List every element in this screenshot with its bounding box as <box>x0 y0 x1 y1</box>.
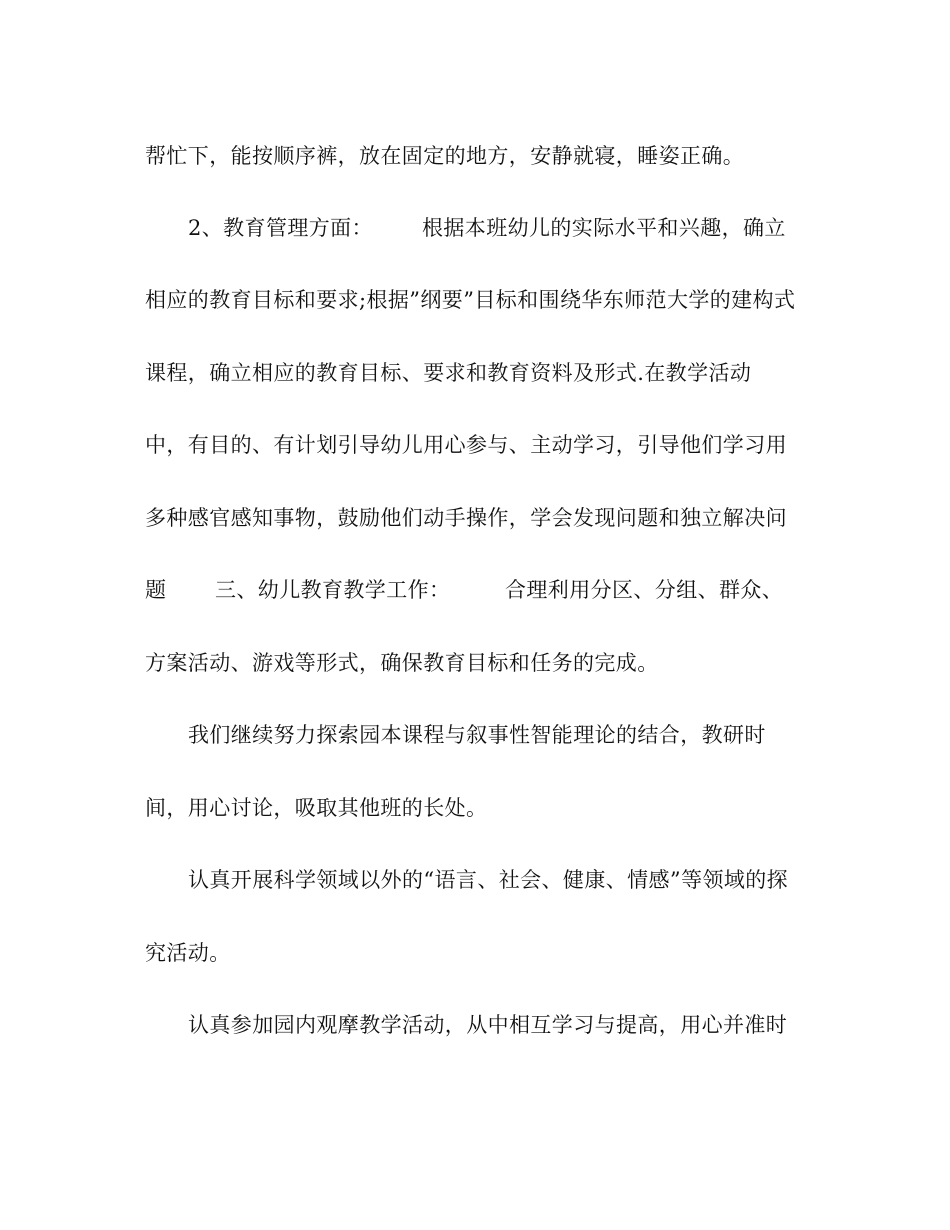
text-line: 中，有目的、有计划引导幼儿用心参与、主动学习，引导他们学习用 <box>145 433 787 457</box>
text-line: 相应的教育目标和要求;根据”纲要”目标和围绕华东师范大学的建构式 <box>145 288 796 312</box>
paragraph-start: 我们继续努力探索园本课程与叙事性智能理论的结合，教研时 <box>188 723 766 747</box>
text-line: 究活动。 <box>145 941 231 965</box>
text-line: 课程，确立相应的教育目标、要求和教育资料及形式.在教学活动 <box>145 361 752 385</box>
text-line: 帮忙下，能按顺序裤，放在固定的地方，安静就寝，睡姿正确。 <box>145 144 745 168</box>
text-line: 间，用心讨论，吸取其他班的长处。 <box>145 796 488 820</box>
text-segment: 题 <box>145 578 167 602</box>
text-line: 多种感官感知事物，鼓励他们动手操作，学会发现问题和独立解决问 <box>145 506 787 530</box>
paragraph-start: 认真开展科学领域以外的“语言、社会、健康、情感”等领域的探 <box>188 868 789 892</box>
paragraph-start: 认真参加园内观摩教学活动，从中相互学习与提高，用心并准时 <box>188 1013 788 1037</box>
section-heading: 2、教育管理方面： <box>188 216 373 240</box>
text-segment: 合理利用分区、分组、群众、 <box>505 578 784 602</box>
text-line: 方案活动、游戏等形式，确保教育目标和任务的完成。 <box>145 651 659 675</box>
text-segment: 根据本班幼儿的实际水平和兴趣，确立 <box>422 216 786 240</box>
section-heading: 三、幼儿教育教学工作： <box>215 578 451 602</box>
